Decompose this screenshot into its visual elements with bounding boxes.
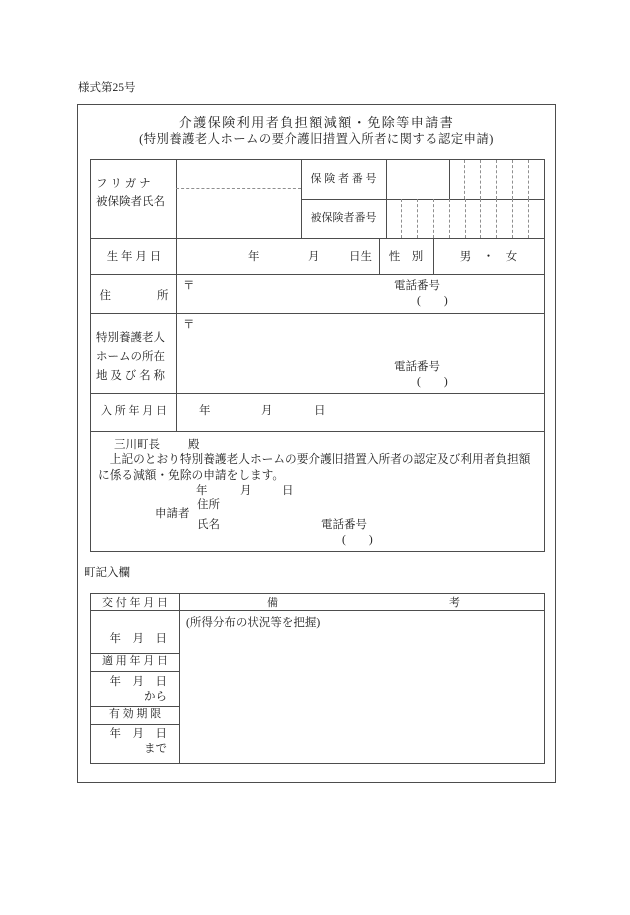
apply-date-suffix: から — [144, 691, 167, 703]
applicant-phone-parens: ( ) — [342, 534, 373, 546]
admission-year-unit: 年 — [199, 405, 211, 417]
insured-number-label: 被保険者番号 — [310, 212, 377, 224]
apply-date-header: 適 用 年 月 日 — [102, 655, 168, 667]
insurer-number-digit-grid — [449, 160, 544, 199]
remarks-header-right: 考 — [449, 597, 460, 609]
facility-label-line3: 地 及 び 名 称 — [96, 370, 165, 382]
insurer-number-label: 保 険 者 番 号 — [310, 173, 377, 185]
birth-date-label: 生 年 月 日 — [106, 251, 162, 263]
town-section-label: 町記入欄 — [84, 567, 130, 579]
admission-month-unit: 月 — [261, 405, 273, 417]
applicant-label: 申請者 — [155, 508, 190, 520]
facility-label — [96, 329, 174, 386]
divider — [91, 274, 544, 275]
validity-value: 年 月 日 — [109, 728, 167, 740]
birth-year-unit: 年 — [248, 251, 260, 263]
applicant-address-label: 住所 — [197, 499, 220, 511]
facility-phone-label: 電話番号 — [394, 361, 440, 373]
town-table — [90, 593, 545, 764]
issue-date-header: 交 付 年 月 日 — [102, 597, 168, 609]
application-date-year: 年 — [196, 485, 208, 497]
postal-mark: 〒 — [183, 319, 195, 331]
facility-phone-parens: ( ) — [417, 376, 448, 388]
application-date-month: 月 — [240, 485, 252, 497]
application-body-line1: 上記のとおり特別養護老人ホームの要介護旧措置入所者の認定及び利用者負担額 — [98, 453, 531, 466]
validity-header: 有 効 期 限 — [108, 708, 162, 720]
divider — [91, 653, 179, 654]
divider — [91, 671, 179, 672]
issue-date-value: 年 月 日 — [109, 633, 167, 645]
divider — [91, 724, 179, 725]
address-phone-parens: ( ) — [417, 295, 448, 307]
admission-day-unit: 日 — [314, 405, 326, 417]
applicant-phone-label: 電話番号 — [321, 519, 367, 531]
addressee: 三川町長 — [114, 439, 160, 451]
addressee-honorific: 殿 — [188, 439, 200, 451]
form-subtitle: (特別養護老人ホームの要介護旧措置入所者に関する認定申請) — [139, 132, 494, 146]
insured-number-digit-grid — [386, 199, 544, 238]
form-title: 介護保険利用者負担額減額・免除等申請書 — [178, 115, 455, 130]
facility-label-line1: 特別養護老人 — [96, 332, 165, 344]
validity-suffix: まで — [144, 743, 167, 755]
address-label: 住 所 — [99, 290, 169, 302]
main-table — [90, 159, 545, 552]
divider — [91, 431, 544, 432]
application-date-day: 日 — [282, 485, 294, 497]
divider — [91, 313, 544, 314]
apply-date-value: 年 月 日 — [109, 676, 167, 688]
admission-date-label: 入 所 年 月 日 — [101, 405, 167, 417]
divider — [91, 238, 544, 239]
facility-label-line2: ホームの所在 — [96, 351, 165, 363]
postal-mark: 〒 — [183, 280, 195, 292]
address-phone-label: 電話番号 — [394, 280, 440, 292]
birth-month-unit: 月 — [308, 251, 320, 263]
furigana-rule-line — [176, 188, 301, 189]
divider — [91, 706, 179, 707]
divider — [91, 393, 544, 394]
sex-label: 性 別 — [388, 251, 424, 263]
applicant-name-label: 氏名 — [197, 519, 220, 531]
insured-name-label — [96, 175, 174, 211]
divider — [179, 594, 180, 763]
name-label: 被保険者氏名 — [96, 196, 165, 208]
remarks-header-left: 備 — [267, 597, 278, 609]
divider — [176, 160, 177, 431]
form-number: 様式第25号 — [78, 82, 136, 94]
remarks-note: (所得分布の状況等を把握) — [186, 617, 321, 629]
application-body-line2: に係る減額・免除の申請をします。 — [98, 469, 285, 482]
furigana-label: フ リ ガ ナ — [96, 178, 151, 190]
birth-day-unit: 日生 — [349, 251, 372, 263]
sex-value: 男 ・ 女 — [459, 251, 518, 263]
